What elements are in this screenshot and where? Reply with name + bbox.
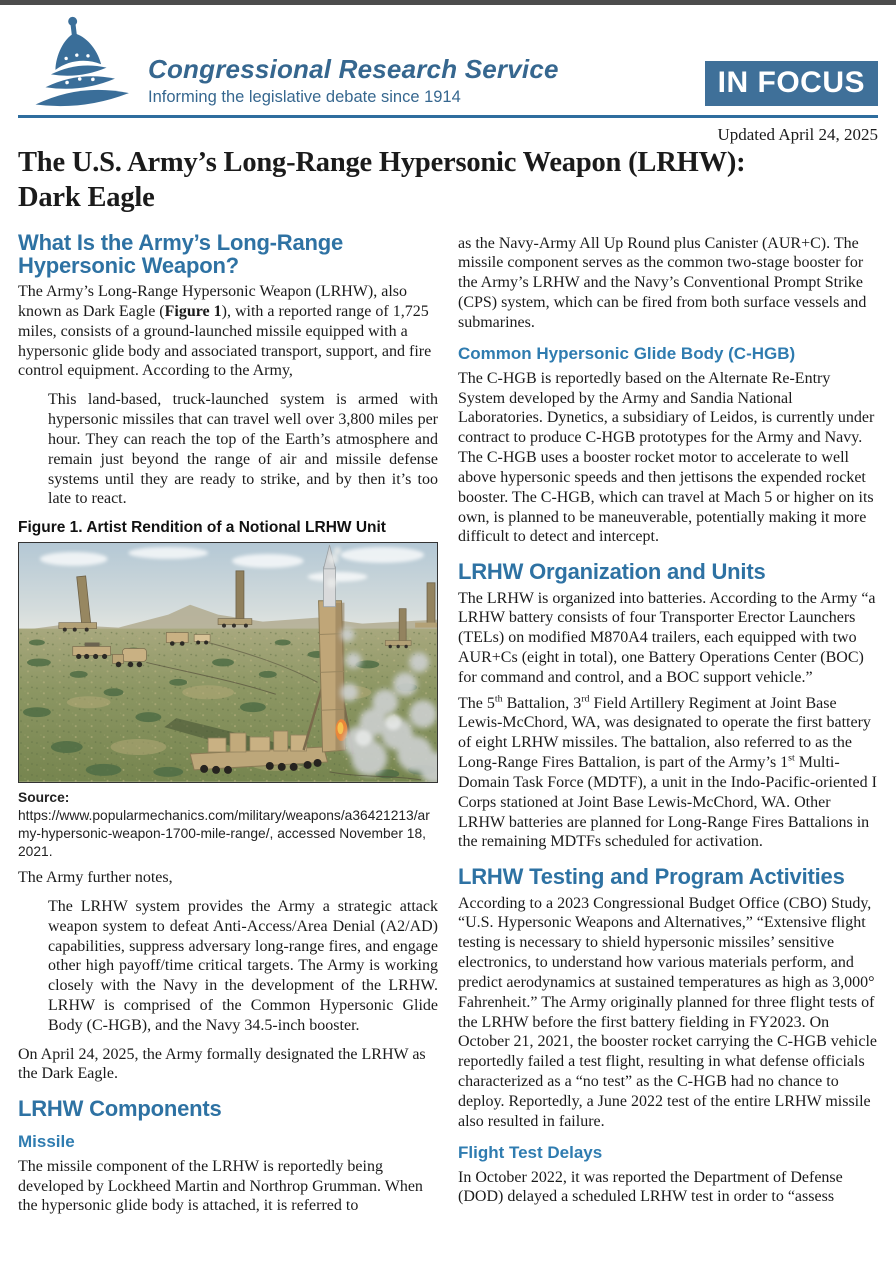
- paragraph-designated: On April 24, 2025, the Army formally designated the LRHW as the Dark Eagle.: [18, 1045, 426, 1083]
- crs-brand: [18, 13, 559, 115]
- paragraph-further-notes: The Army further notes,: [18, 869, 173, 887]
- crs-tagline: Informing the legislative debate since 1914: [148, 88, 461, 106]
- paragraph-organization-2: The 5th Battalion, 3rd Field Artillery Regiment at Joint Base Lewis-McChord, WA, was designated to operate the first battery of eight LRHW missiles. The battalion, also referred to as the Long-Range Fires Battalion, is part of the Army’s 1st Multi-Domain Task Force (MDTF), a unit in the Indo-Pacific-oriented I Corps stationed at Joint Base Lewis-McChord, WA. Other LRHW batteries are planned for Long-Range Fires Battalions in the remaining MDTFs scheduled for activation.: [458, 693, 877, 851]
- doc-title-line1: The U.S. Army’s Long-Range Hypersonic Weapon (LRHW):: [18, 147, 746, 178]
- paragraph-intro: The Army’s Long-Range Hypersonic Weapon (LRHW), also known as Dark Eagle (Figure 1), with a reported range of 1,725 miles, consists of a ground-launched missile equipped with a hypersonic glide body and associated transport, support, and fire control equipment. According to the Army,: [18, 283, 432, 380]
- blockquote-army-quote-2: The LRHW system provides the Army a strategic attack weapon system to defeat Anti-Access/Area Denial (A2/AD) capabilities, suppress adversary long-range fires, and engage other high payoff/time critical targets. The Army is working closely with the Navy in the development of the LRHW. LRHW is comprised of the Common Hypersonic Glide Body (C-HGB), and the Navy 34.5-inch booster.: [48, 897, 438, 1034]
- paragraph-missile: The missile component of the LRHW is reportedly being developed by Lockheed Martin and Northrop Grumman. When the hypersonic glide body is attached, it is referred to: [18, 1157, 423, 1215]
- header-rule: [18, 115, 878, 118]
- lrhw-figure-illustration: [19, 543, 437, 782]
- left-column: [18, 226, 438, 1223]
- paragraph-chgb: The C-HGB is reportedly based on the Alternate Re-Entry System developed by the Army and Sandia National Laboratories. Dynetics, a subsidiary of Leidos, is currently under contract to produce C-HGB prototypes for the Army and Navy. The C-HGB uses a booster rocket motor to accelerate to well above hypersonic speeds and then jettisons the expended rocket booster. The C-HGB, which can travel at Mach 5 or higher on its own, is planned to be maneuverable, potentially making it more difficult to detect and intercept.: [458, 369, 875, 546]
- updated-date: Updated April 24, 2025: [717, 125, 878, 144]
- crs-wordmark-group: [148, 54, 559, 115]
- section-heading-testing: LRHW Testing and Program Activities: [458, 864, 845, 890]
- figure-caption: Figure 1. Artist Rendition of a Notional LRHW Unit: [18, 519, 386, 537]
- blockquote-army-quote-1: This land-based, truck-launched system is armed with hypersonic missiles that can travel well over 3,800 miles per hour. They can reach the top of the Earth’s atmosphere and remain just beyond the range of air and missile defense systems until they are ready to strike, and by then it’s too late to react.: [48, 391, 438, 508]
- subheading-chgb: Common Hypersonic Glide Body (C-HGB): [458, 343, 796, 363]
- crs-wordmark: Congressional Research Service: [148, 54, 559, 84]
- subheading-flight-test-delays: Flight Test Delays: [458, 1142, 603, 1162]
- paragraph-aurc: as the Navy-Army All Up Round plus Canister (AUR+C). The missile component serves as the common two-stage booster for the Army’s LRHW and the Navy’s Conventional Prompt Strike (CPS) system, which can be fired from both surface vessels and submarines.: [458, 234, 867, 331]
- figure-source: Source: https://www.popularmechanics.com/military/weapons/a36421213/army-hypersonic-weapon-1700-mile-range/, accessed November 18, 2021.: [18, 790, 430, 860]
- section-heading-what-is: What Is the Army’s Long-Range Hypersonic Weapon?: [18, 229, 344, 278]
- subheading-missile: Missile: [18, 1131, 75, 1151]
- paragraph-delays: In October 2022, it was reported the Department of Defense (DOD) delayed a scheduled LRHW test in order to “assess: [458, 1168, 843, 1206]
- section-heading-organization: LRHW Organization and Units: [458, 559, 766, 585]
- two-column-body: [0, 226, 896, 1223]
- section-heading-components: LRHW Components: [18, 1096, 222, 1122]
- capitol-dome-icon: [18, 13, 140, 115]
- doc-title: [18, 146, 878, 216]
- right-column: [458, 226, 878, 1223]
- header: [0, 5, 896, 115]
- paragraph-testing: According to a 2023 Congressional Budget Office (CBO) Study, “U.S. Hypersonic Weapons and Alternatives,” “Extensive flight testing is necessary to shield hypersonic missiles’ sensitive electronics, to understand how various materials perform, and predict aerodynamics at sustained temperatures as high as 3,000° Fahrenheit.” The Army originally planned for three flight tests of the LRHW before the first battery fielding in FY2023. On October 21, 2021, the booster rocket carrying the C-HGB vehicle reportedly failed a test flight, resulting in what defense officials characterized as a “no test” as the C-HGB had no chance to deploy. Reportedly, a June 2022 test of the entire LRHW missile also resulted in failure.: [458, 894, 877, 1130]
- doc-title-line2: Dark Eagle: [18, 181, 155, 213]
- paragraph-organization-1: The LRHW is organized into batteries. According to the Army “a LRHW battery consists of four Transporter Erector Launchers (TELs) on modified M870A4 trailers, each equipped with two AUR+Cs (eight in total), one Battery Operations Center (BOC) for command and control, and a BOC support vehicle.”: [458, 589, 876, 686]
- figure-frame: [18, 542, 438, 783]
- in-focus-badge: IN FOCUS: [705, 61, 878, 106]
